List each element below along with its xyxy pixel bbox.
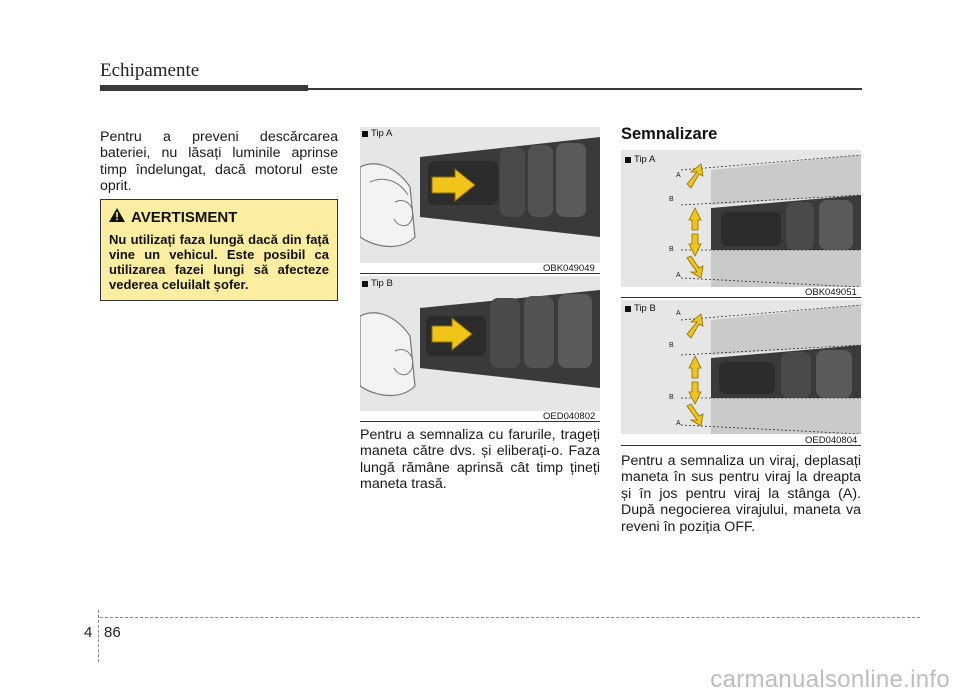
figure-turn-signal-tip-a [621, 150, 861, 287]
figure-b-code: OED040802 [543, 411, 596, 422]
square-bullet-icon [625, 306, 631, 312]
square-bullet-icon [625, 157, 631, 163]
right-figure-a-code: OBK049051 [805, 287, 857, 298]
stalk-illustration-b [360, 276, 600, 411]
right-figure-b-label [625, 303, 656, 314]
footer-dashed-rule [100, 617, 920, 618]
right-figure-a-label [625, 154, 655, 165]
mark-a-bottom: A [676, 272, 681, 279]
figure-headlight-tip-b [360, 276, 600, 411]
right-figure-b-code: OED040804 [805, 435, 858, 446]
turn-signal-paragraph: Pentru a semnaliza un viraj, deplasați maneta în sus pentru viraj la dreapta și în jos pentru viraj la stânga (A). După negocierea virajului, maneta va reveni în poziția OFF. [621, 453, 861, 535]
mark-b-bottom: B [669, 246, 674, 253]
warning-title: AVERTISMENT [131, 209, 238, 226]
section-title: Semnalizare [621, 125, 718, 143]
figure-a-label-text: Tip A [371, 128, 393, 139]
page-header-title: Echipamente [100, 60, 200, 81]
stalk-illustration-a [360, 127, 600, 263]
figure-turn-signal-tip-b [621, 300, 861, 434]
figure-b-label [362, 278, 393, 289]
warning-box [100, 199, 338, 301]
turn-signal-illustration-a [621, 150, 861, 287]
mark-a-top: A [676, 310, 681, 317]
footer-dashed-divider [98, 610, 99, 662]
figure-headlight-tip-a [360, 127, 600, 263]
figure-b-label-text: Tip B [371, 278, 393, 289]
right-figure-a-label-text: Tip A [634, 154, 656, 165]
page-number: 86 [104, 624, 121, 641]
warning-text: Nu utilizați faza lungă dacă din față vine un vehicul. Este posibil ca utilizarea fazei lungi să afecteze vederea celuilalt șofer. [109, 232, 329, 292]
chapter-number: 4 [84, 624, 93, 641]
square-bullet-icon [362, 131, 368, 137]
mark-b-top: B [669, 196, 674, 203]
header-rule-thick [100, 85, 308, 91]
figure-a-code: OBK049049 [543, 263, 595, 274]
right-figure-b-label-text: Tip B [634, 303, 656, 314]
header-rule-thin [300, 88, 862, 90]
mark-a-top: A [676, 172, 681, 179]
mark-b-bottom: B [669, 394, 674, 401]
figure-a-label [362, 128, 392, 139]
turn-signal-illustration-b [621, 300, 861, 434]
watermark: carmanualsonline.info [710, 666, 950, 693]
warning-header [109, 208, 329, 227]
warning-triangle-icon [109, 208, 125, 227]
square-bullet-icon [362, 281, 368, 287]
mark-b-top: B [669, 342, 674, 349]
mark-a-bottom: A [676, 420, 681, 427]
headlight-flash-paragraph: Pentru a semnaliza cu farurile, trageți maneta către dvs. și eliberați-o. Faza lungă rămâne aprinsă cât timp țineți maneta trasă. [360, 427, 600, 493]
intro-paragraph: Pentru a preveni descărcarea bateriei, nu lăsați luminile aprinse timp îndelungat, dacă motorul este oprit. [100, 129, 338, 195]
